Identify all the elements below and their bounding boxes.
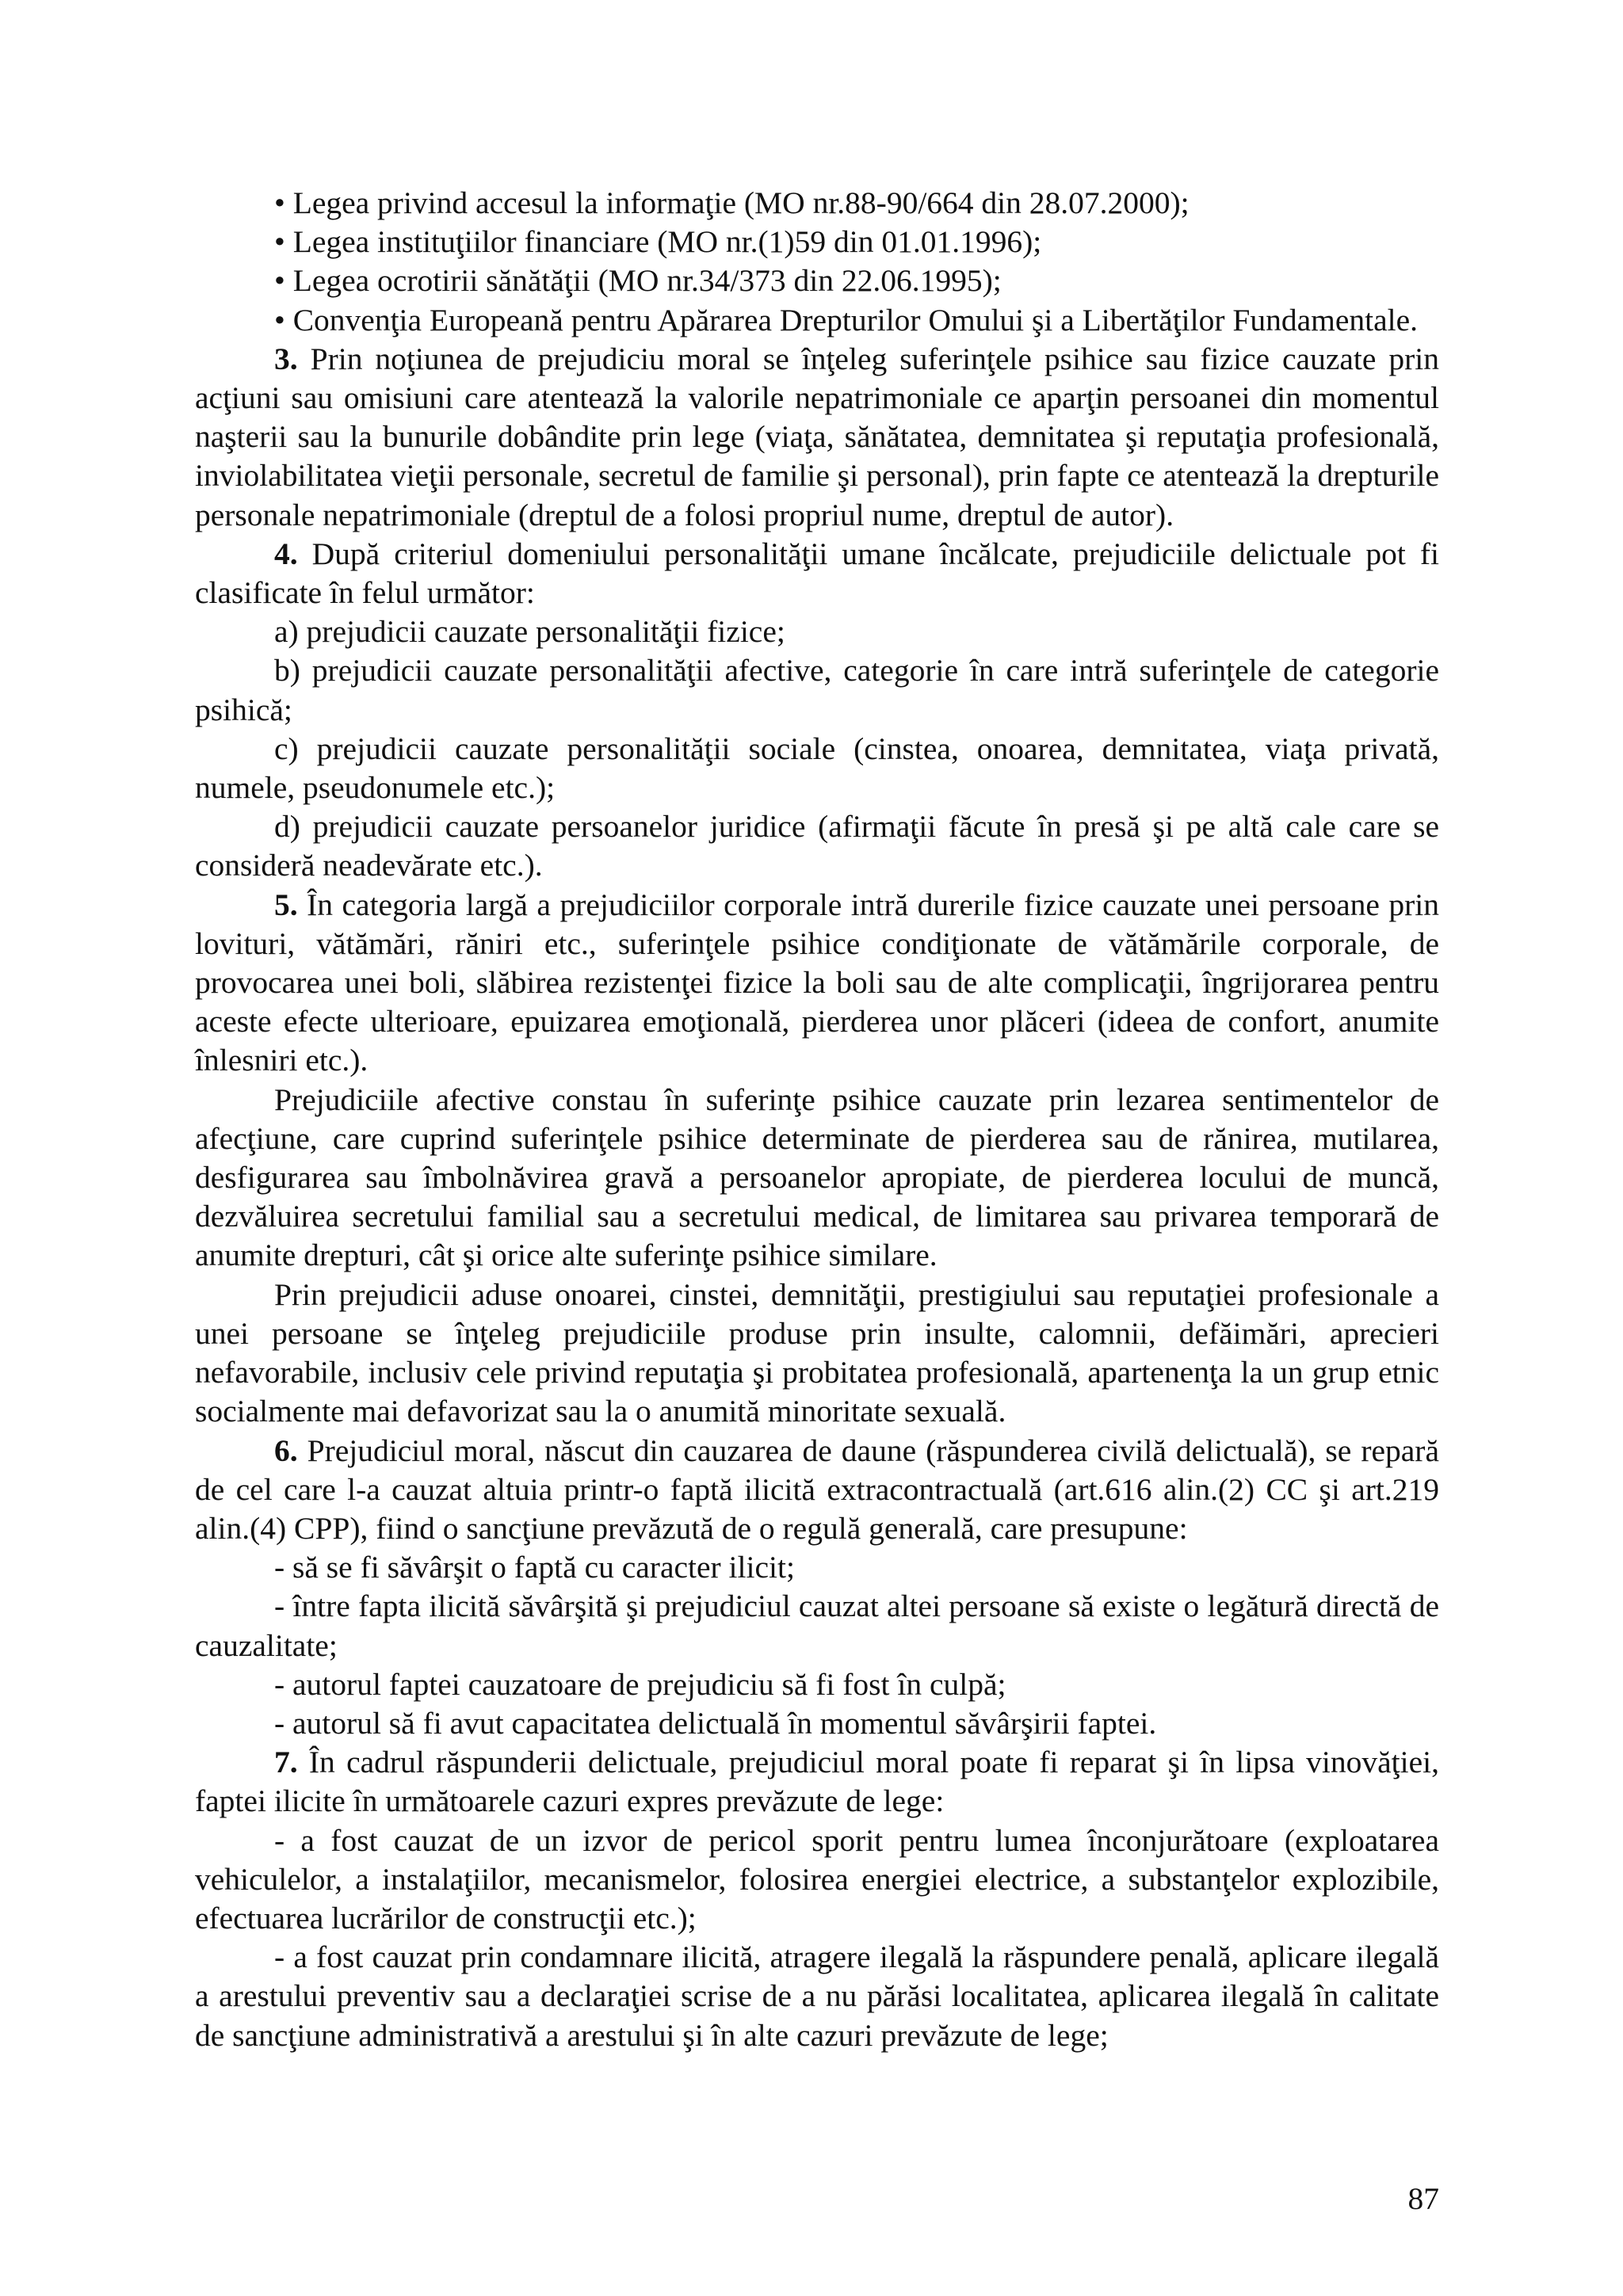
section-text: După criteriul domeniului personalităţii umane încălcate, prejudiciile delictuale pot fi clasificate în felul următor: (195, 536, 1439, 611)
list-item: - să se fi săvârşit o faptă cu caracter ilicit; (274, 1550, 795, 1585)
section-number: 5. (274, 887, 298, 922)
list-item: d) prejudicii cauzate persoanelor juridice (afirmaţii făcute în presă şi pe altă cale care se consideră neadevărate etc.). (195, 809, 1439, 883)
list-item: - autorul să fi avut capacitatea delictuală în momentul săvârşirii faptei. (274, 1705, 1157, 1741)
section-6-paragraph (195, 1432, 1439, 1549)
bullet-item: • Legea instituţiilor financiare (MO nr.(1)59 din 01.01.1996); (274, 224, 1042, 260)
section-text: În cadrul răspunderii delictuale, prejudiciul moral poate fi reparat şi în lipsa vinovăţiei, faptei ilicite în următoarele cazuri expres prevăzute de lege: (195, 1745, 1439, 1819)
list-item: b) prejudicii cauzate personalităţii afective, categorie în care intră suferinţele de categorie psihică; (195, 653, 1439, 727)
list-item: - autorul faptei cauzatoare de prejudiciu să fi fost în culpă; (274, 1666, 1006, 1702)
page-number: 87 (1407, 2181, 1439, 2216)
bullet-item: • Legea privind accesul la informaţie (MO nr.88-90/664 din 28.07.2000); (274, 185, 1190, 220)
list-item: c) prejudicii cauzate personalităţii sociale (cinstea, onoarea, demnitatea, viaţa privată, numele, pseudonumele etc.); (195, 730, 1439, 806)
section-number: 6. (274, 1432, 298, 1468)
body-paragraph: Prin prejudicii aduse onoarei, cinstei, demnităţii, prestigiului sau reputaţiei profesionale a unei persoane se înţeleg prejudiciile produse prin insulte, calomnii, defăimări, aprecieri nefavorabile, inclusiv cele privind reputaţia şi probitatea profesională, apartenenţa la un grup etnic socialmente mai defavorizat sau la o anumită minoritate sexuală. (195, 1276, 1439, 1429)
section-text: Prin noţiunea de prejudiciu moral se înţeleg suferinţele psihice sau fizice cauzate prin acţiuni sau omisiuni care atentează la valorile nepatrimoniale ce aparţin persoanei din momentul naşterii sau la bunurile dobândite prin lege (viaţa, sănătatea, demnitatea şi reputaţia profesională, inviolabilitatea vieţii personale, secretul de familie şi personal), prin fapte ce atentează la drepturile personale nepatrimoniale (dreptul de a folosi propriul nume, dreptul de autor). (195, 341, 1439, 532)
list-item: - a fost cauzat de un izvor de pericol sporit pentru lumea înconjurătoare (exploatarea vehiculelor, a instalaţiilor, mecanismelor, folosirea energiei electrice, a substanţelor explozibile, efectuarea lucrărilor de construcţii etc.); (195, 1822, 1439, 1936)
list-item: a) prejudicii cauzate personalităţii fizice; (274, 614, 785, 650)
section-number: 4. (274, 536, 298, 571)
list-item: - a fost cauzat prin condamnare ilicită, atragere ilegală la răspundere penală, aplicare ilegală a arestului preventiv sau a declaraţiei scrise de a nu părăsi localitatea, aplicarea ilegală în calitate de sancţiune administrativă a arestului şi în alte cazuri prevăzute de lege; (195, 1939, 1439, 2053)
section-text: În categoria largă a prejudiciilor corporale intră durerile fizice cauzate unei persoane prin lovituri, vătămări, răniri etc., suferinţele psihice condiţionate de vătămările corporale, de provocarea unei boli, slăbirea rezistenţei fizice la boli sau de alte complicaţii, îngrijorarea pentru aceste efecte ulterioare, epuizarea emoţională, pierderea unor plăceri (ideea de confort, anumite înlesniri etc.). (195, 887, 1439, 1078)
bullet-item: • Convenţia Europeană pentru Apărarea Drepturilor Omului şi a Libertăţilor Fundamentale. (274, 302, 1419, 338)
section-number: 3. (274, 341, 298, 376)
section-number: 7. (274, 1745, 298, 1780)
section-5-paragraph (195, 886, 1439, 1081)
section-3-paragraph (195, 340, 1439, 535)
section-7-paragraph (195, 1743, 1439, 1821)
document-page (195, 184, 1439, 2055)
list-item: - între fapta ilicită săvârşită şi prejudiciul cauzat altei persoane să existe o legătură directă de cauzalitate; (195, 1589, 1439, 1663)
body-paragraph: Prejudiciile afective constau în suferinţe psihice cauzate prin lezarea sentimentelor de afecţiune, care cuprind suferinţele psihice determinate de pierderea sau de rănirea, mutilarea, desfigurarea sau îmbolnăvirea gravă a persoanelor apropiate, de pierderea locului de muncă, dezvăluirea secretului familial sau a secretului medical, de limitarea sau privarea temporară de anumite drepturi, cât şi orice alte suferinţe psihice similare. (195, 1081, 1439, 1273)
bullet-item: • Legea ocrotirii sănătăţii (MO nr.34/373 din 22.06.1995); (274, 263, 1002, 299)
section-text: Prejudiciul moral, născut din cauzarea de daune (răspunderea civilă delictuală), se repară de cel care l-a cauzat altuia printr-o faptă ilicită extracontractuală (art.616 alin.(2) CC şi art.219 alin.(4) CPP), fiind o sancţiune prevăzută de o regulă generală, care presupune: (195, 1432, 1439, 1546)
section-4-paragraph (195, 535, 1439, 612)
